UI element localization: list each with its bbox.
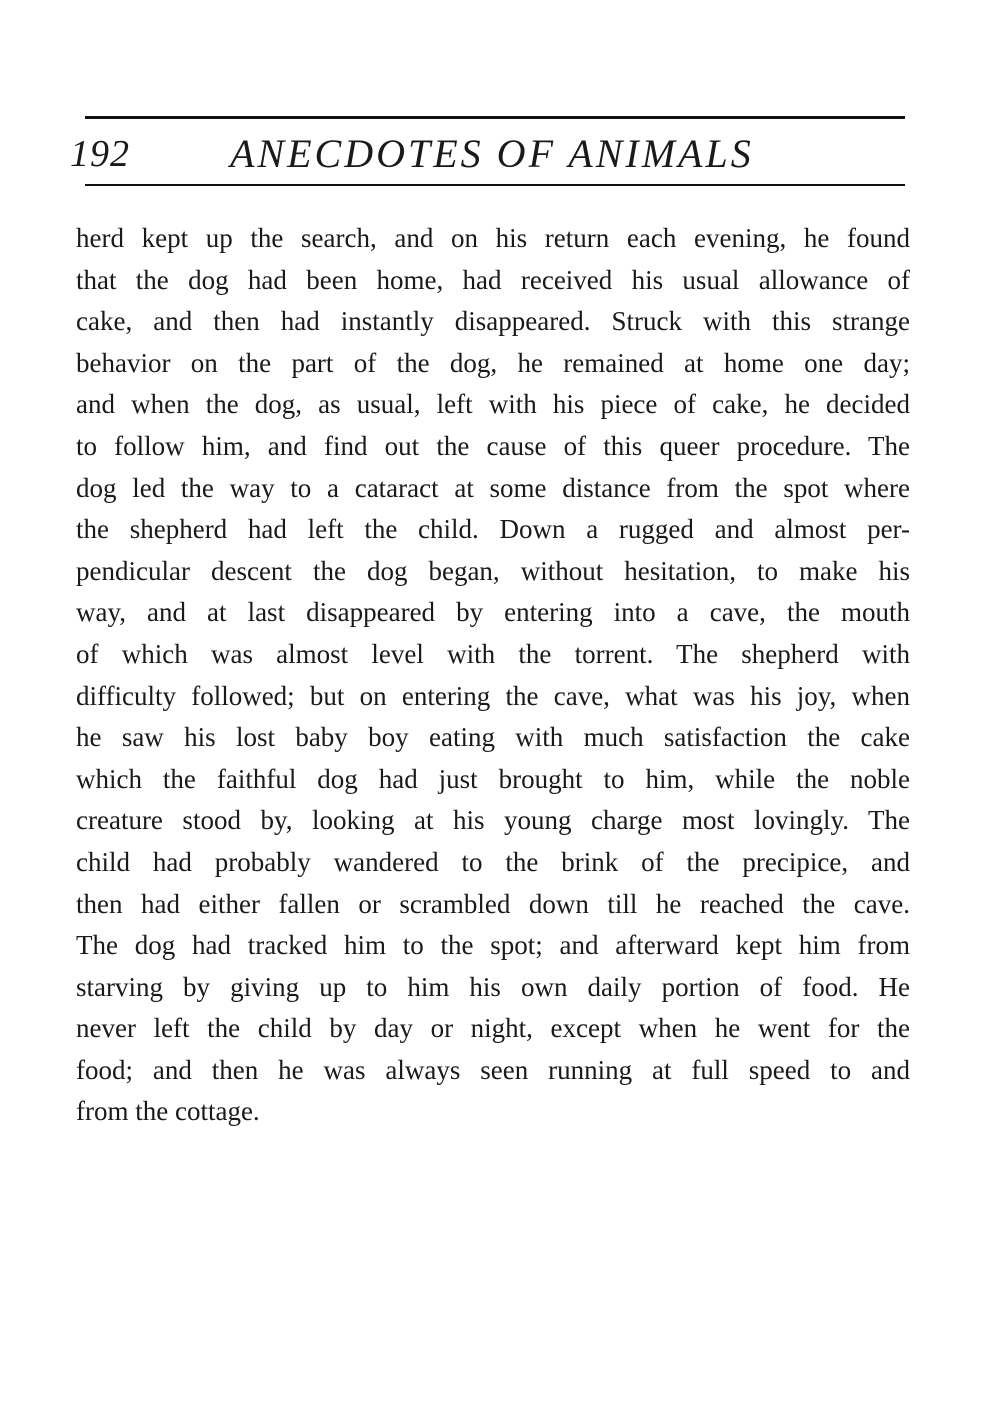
text-line: way, and at last disappeared by entering into a cave, the mouth bbox=[76, 597, 910, 628]
text-line: child had probably wandered to the brink of the precipice, and bbox=[76, 846, 910, 877]
text-line: The dog had tracked him to the spot; and afterward kept him from bbox=[76, 930, 910, 961]
text-line: of which was almost level with the torrent. The shepherd with bbox=[76, 638, 910, 669]
text-line: the shepherd had left the child. Down a rugged and almost per- bbox=[76, 514, 910, 545]
text-line: herd kept up the search, and on his return each evening, he found bbox=[76, 223, 910, 253]
text-line: starving by giving up to him his own daily portion of food. He bbox=[76, 971, 910, 1002]
text-line: then had either fallen or scrambled down till he reached the cave. bbox=[76, 888, 910, 919]
body-text bbox=[76, 218, 910, 1133]
text-line: from the cottage. bbox=[76, 1096, 260, 1127]
text-line: to follow him, and find out the cause of this queer procedure. The bbox=[76, 430, 910, 461]
text-line: behavior on the part of the dog, he remained at home one day; bbox=[76, 347, 910, 378]
text-line: food; and then he was always seen running at full speed to and bbox=[76, 1054, 910, 1085]
text-line: and when the dog, as usual, left with his piece of cake, he decided bbox=[76, 389, 910, 420]
text-line: pendicular descent the dog began, without hesitation, to make his bbox=[76, 555, 910, 586]
text-line: he saw his lost baby boy eating with much satisfaction the cake bbox=[76, 722, 910, 753]
header-top-rule bbox=[85, 116, 905, 119]
running-title: ANECDOTES OF ANIMALS bbox=[230, 131, 754, 176]
text-line: never left the child by day or night, except when he went for the bbox=[76, 1013, 910, 1044]
header-bottom-rule bbox=[85, 184, 905, 186]
text-line: difficulty followed; but on entering the cave, what was his joy, when bbox=[76, 680, 910, 711]
text-line: dog led the way to a cataract at some distance from the spot where bbox=[76, 472, 910, 503]
text-line: which the faithful dog had just brought to him, while the noble bbox=[76, 763, 910, 794]
text-line: that the dog had been home, had received his usual allowance of bbox=[76, 264, 910, 295]
page-number: 192 bbox=[70, 133, 130, 175]
text-line: creature stood by, looking at his young charge most lovingly. The bbox=[76, 805, 910, 836]
running-header bbox=[70, 126, 910, 178]
text-line: cake, and then had instantly disappeared. Struck with this strange bbox=[76, 306, 910, 337]
